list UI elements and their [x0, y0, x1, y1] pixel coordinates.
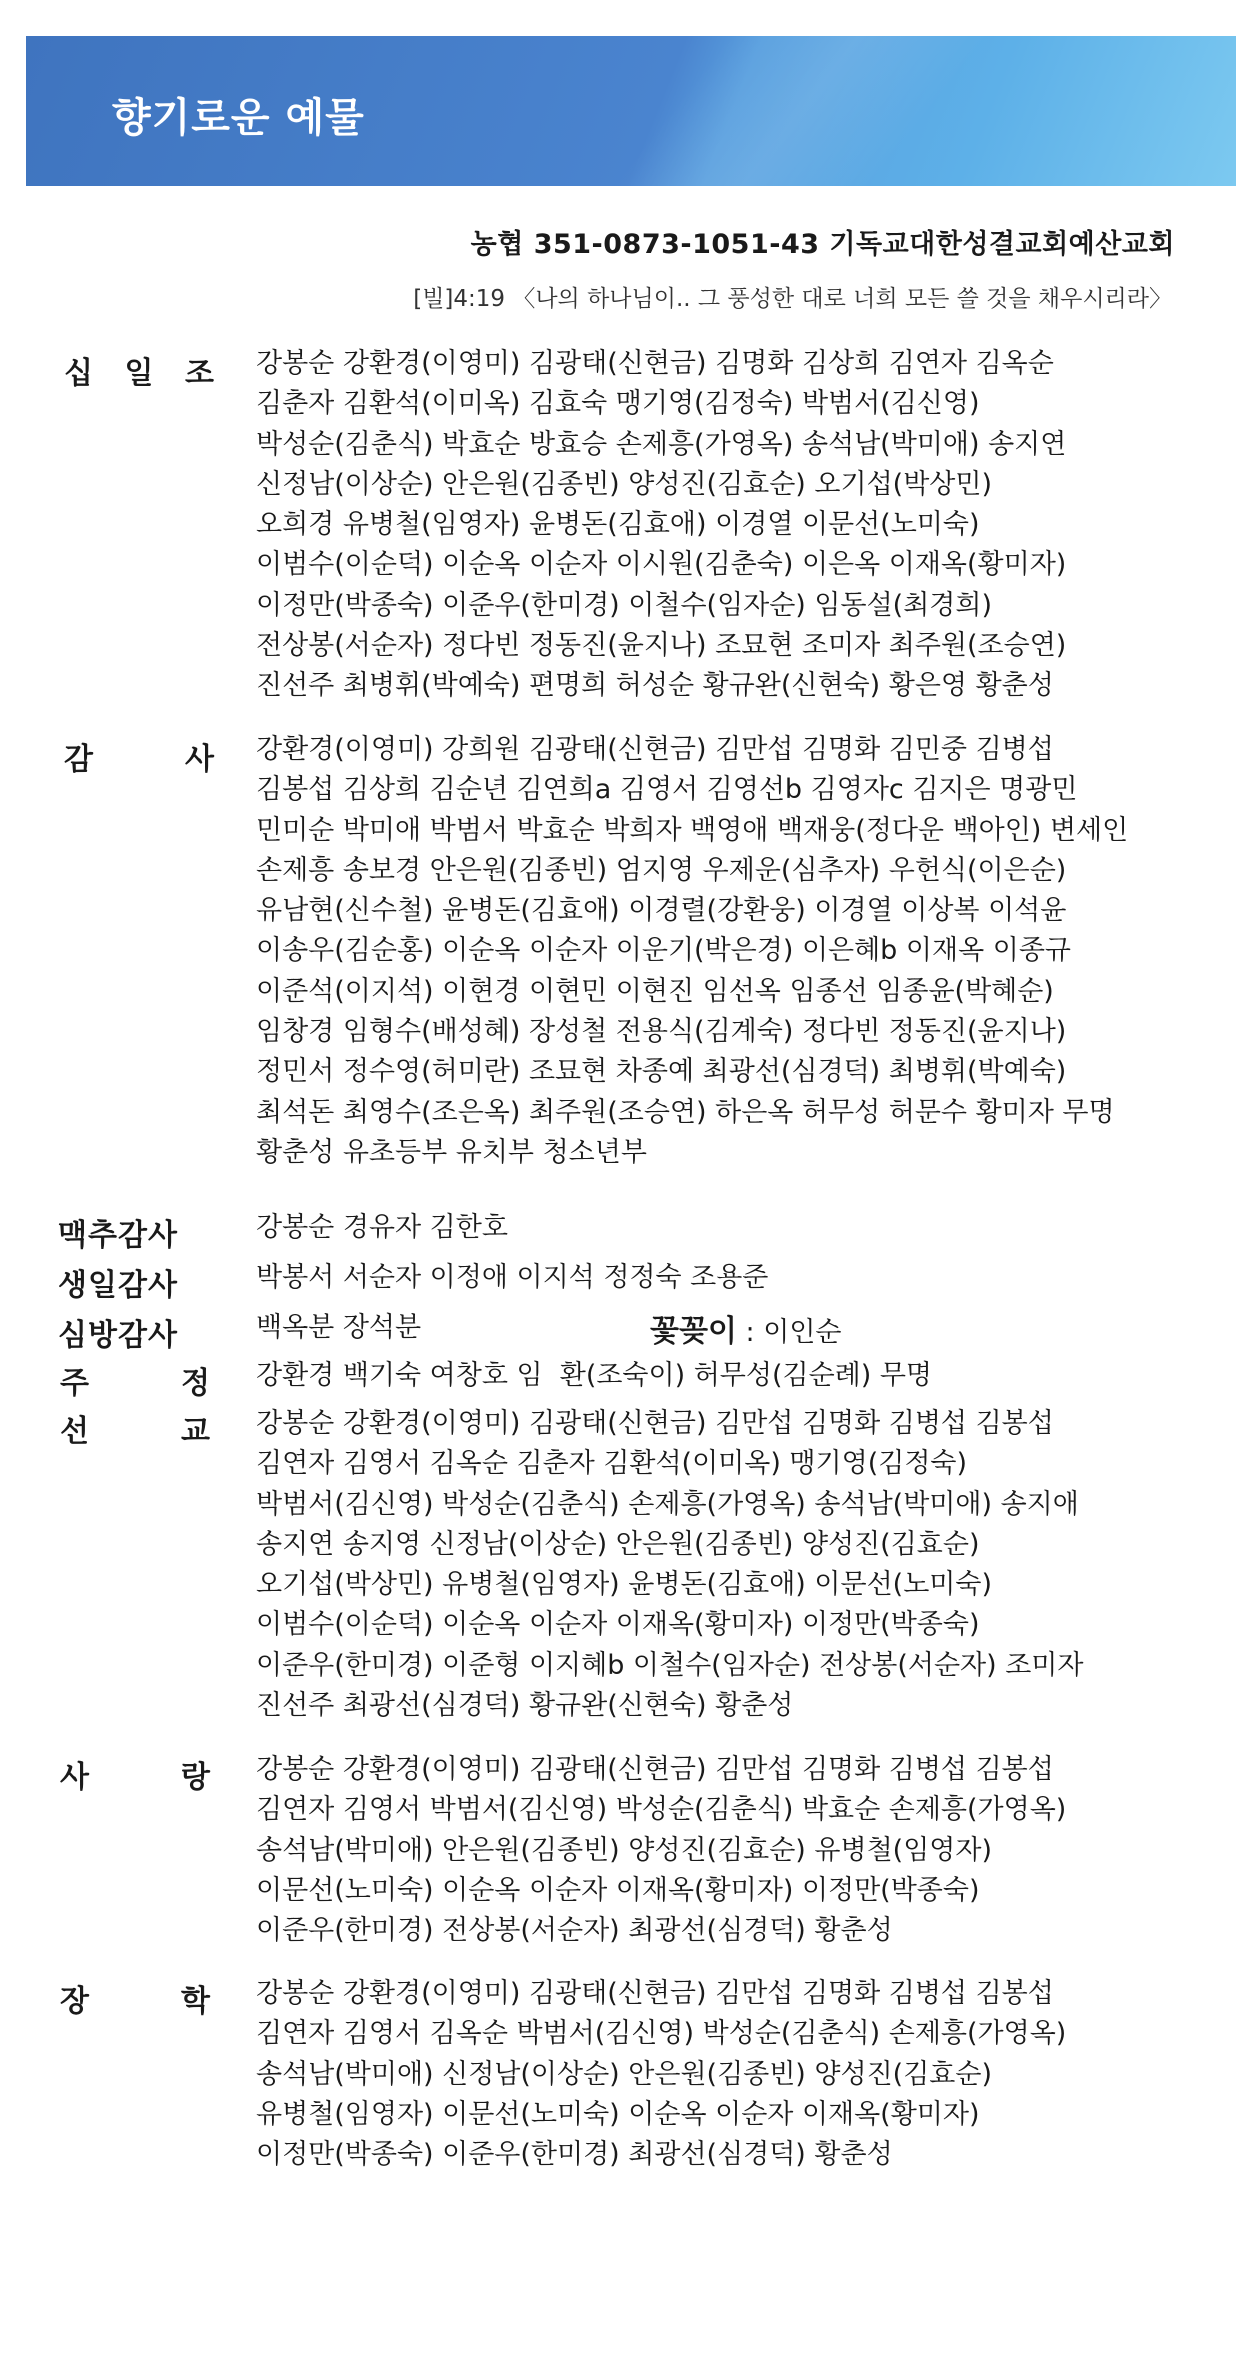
bank-account-info: 농협 351-0873-1051-43 기독교대한성결교회예산교회: [470, 229, 1175, 260]
donor-line: 김춘자 김환석(이미옥) 김효숙 맹기영(김정숙) 박범서(김신영): [256, 388, 980, 420]
donor-line: 김연자 김영서 김옥순 박범서(김신영) 박성순(김춘식) 손제흥(가영옥): [256, 2018, 1067, 2050]
donor-line: 박범서(김신영) 박성순(김춘식) 손제흥(가영옥) 송석남(박미애) 송지애: [256, 1488, 1079, 1520]
page-title: 향기로운 예물: [112, 95, 365, 141]
donor-line: 황춘성 유초등부 유치부 청소년부: [256, 1136, 647, 1168]
donor-line: 김봉섭 김상희 김순년 김연희a 김영서 김영선b 김영자c 김지은 명광민: [256, 774, 1078, 806]
section-label: 장 학: [60, 1984, 210, 2019]
donor-line: 백옥분 장석분: [256, 1312, 422, 1343]
donor-list: [256, 1404, 1083, 1726]
donor-list: [256, 730, 1128, 1173]
section-label: 주 정: [60, 1366, 210, 1401]
donor-line: 송석남(박미애) 신정남(이상순) 안은원(김종빈) 양성진(김효순): [256, 2058, 992, 2090]
donor-line: 강봉순 경유자 김한호: [256, 1212, 508, 1243]
donor-line: 박봉서 서순자 이정애 이지석 정정숙 조용준: [256, 1262, 769, 1293]
donor-line: 이문선(노미숙) 이순옥 이순자 이재옥(황미자) 이정만(박종숙): [256, 1874, 980, 1906]
scripture-verse: [빌]4:19 〈나의 하나님이.. 그 풍성한 대로 너희 모든 쓸 것을 채우시리라〉: [413, 286, 1172, 312]
donor-list: [256, 1974, 1066, 2175]
donor-line: 김연자 김영서 김옥순 김춘자 김환석(이미옥) 맹기영(김정숙): [256, 1448, 968, 1480]
donor-line: 진선주 최광선(심경덕) 황규완(신현숙) 황춘성: [256, 1690, 794, 1722]
donor-line: 오기섭(박상민) 유병철(임영자) 윤병돈(김효애) 이문선(노미숙): [256, 1569, 992, 1601]
donor-line: 유병철(임영자) 이문선(노미숙) 이순옥 이순자 이재옥(황미자): [256, 2098, 980, 2130]
donor-line: 이범수(이순덕) 이순옥 이순자 이재옥(황미자) 이정만(박종숙): [256, 1609, 980, 1641]
donor-list: [256, 1750, 1066, 1951]
donor-line: 유남현(신수철) 윤병돈(김효애) 이경렬(강환웅) 이경열 이상복 이석윤: [256, 895, 1067, 927]
donor-line: 전상봉(서순자) 정다빈 정동진(윤지나) 조묘현 조미자 최주원(조승연): [256, 630, 1067, 662]
donor-line: 민미순 박미애 박범서 박효순 박희자 백영애 백재웅(정다운 백아인) 변세인: [256, 814, 1129, 846]
donor-line: 오희경 유병철(임영자) 윤병돈(김효애) 이경열 이문선(노미숙): [256, 509, 980, 541]
donor-list: [256, 344, 1066, 707]
donor-line: 강환경(이영미) 강희원 김광태(신현금) 김만섭 김명화 김민중 김병섭: [256, 734, 1054, 765]
section-label: 감 사: [64, 742, 214, 777]
flower-separator: :: [745, 1317, 755, 1348]
donor-line: 김연자 김영서 박범서(김신영) 박성순(김춘식) 박효순 손제흥(가영옥): [256, 1794, 1067, 1826]
donor-line: 최석돈 최영수(조은옥) 최주원(조승연) 하은옥 허무성 허문수 황미자 무명: [256, 1096, 1115, 1128]
donor-line: 신정남(이상순) 안은원(김종빈) 양성진(김효순) 오기섭(박상민): [256, 468, 992, 500]
donor-line: 강환경 백기숙 여창호 임 환(조숙이) 허무성(김순례) 무명: [256, 1360, 933, 1391]
donor-line: 이범수(이순덕) 이순옥 이순자 이시원(김춘숙) 이은옥 이재옥(황미자): [256, 549, 1067, 581]
donor-line: 진선주 최병휘(박예숙) 편명희 허성순 황규완(신현숙) 황은영 황춘성: [256, 670, 1054, 702]
flower-arrangement: [650, 1306, 842, 1350]
donor-line: 강봉순 강환경(이영미) 김광태(신현금) 김명화 김상희 김연자 김옥순: [256, 348, 1054, 379]
section-label: 사 랑: [60, 1760, 210, 1795]
donor-line: 이정만(박종숙) 이준우(한미경) 최광선(심경덕) 황춘성: [256, 2139, 893, 2171]
header-banner: [26, 36, 1236, 186]
section-label: 선 교: [60, 1414, 210, 1449]
section-label: 십 일 조: [64, 356, 214, 391]
donor-line: 이정만(박종숙) 이준우(한미경) 이철수(임자순) 임동설(최경희): [256, 589, 992, 621]
donor-line: 박성순(김춘식) 박효순 방효승 손제흥(가영옥) 송석남(박미애) 송지연: [256, 428, 1067, 460]
banner-decoration: [588, 36, 1004, 186]
donor-line: 강봉순 강환경(이영미) 김광태(신현금) 김만섭 김명화 김병섭 김봉섭: [256, 1978, 1054, 2009]
donor-line: 이송우(김순홍) 이순옥 이순자 이운기(박은경) 이은혜b 이재옥 이종규: [256, 935, 1071, 967]
donor-line: 임창경 임형수(배성혜) 장성철 전용식(김계숙) 정다빈 정동진(윤지나): [256, 1016, 1067, 1048]
section-label: 심방감사: [58, 1318, 178, 1353]
donor-line: 강봉순 강환경(이영미) 김광태(신현금) 김만섭 김명화 김병섭 김봉섭: [256, 1408, 1054, 1439]
flower-name: 이인순: [763, 1317, 842, 1348]
donor-line: 정민서 정수영(허미란) 조묘현 차종예 최광선(심경덕) 최병휘(박예숙): [256, 1056, 1067, 1088]
section-label: 생일감사: [58, 1268, 178, 1303]
section-label: 맥추감사: [58, 1218, 178, 1253]
donor-line: 손제흥 송보경 안은원(김종빈) 엄지영 우제운(심추자) 우헌식(이은순): [256, 854, 1067, 886]
donor-line: 송지연 송지영 신정남(이상순) 안은원(김종빈) 양성진(김효순): [256, 1528, 980, 1560]
donor-line: 강봉순 강환경(이영미) 김광태(신현금) 김만섭 김명화 김병섭 김봉섭: [256, 1754, 1054, 1785]
donor-line: 이준우(한미경) 전상봉(서순자) 최광선(심경덕) 황춘성: [256, 1915, 893, 1947]
flower-label: 꽃꽂이: [650, 1314, 737, 1349]
donor-line: 이준우(한미경) 이준형 이지혜b 이철수(임자순) 전상봉(서순자) 조미자: [256, 1649, 1084, 1681]
donor-line: 송석남(박미애) 안은원(김종빈) 양성진(김효순) 유병철(임영자): [256, 1834, 992, 1866]
donor-line: 이준석(이지석) 이현경 이현민 이현진 임선옥 임종선 임종윤(박혜순): [256, 975, 1054, 1007]
